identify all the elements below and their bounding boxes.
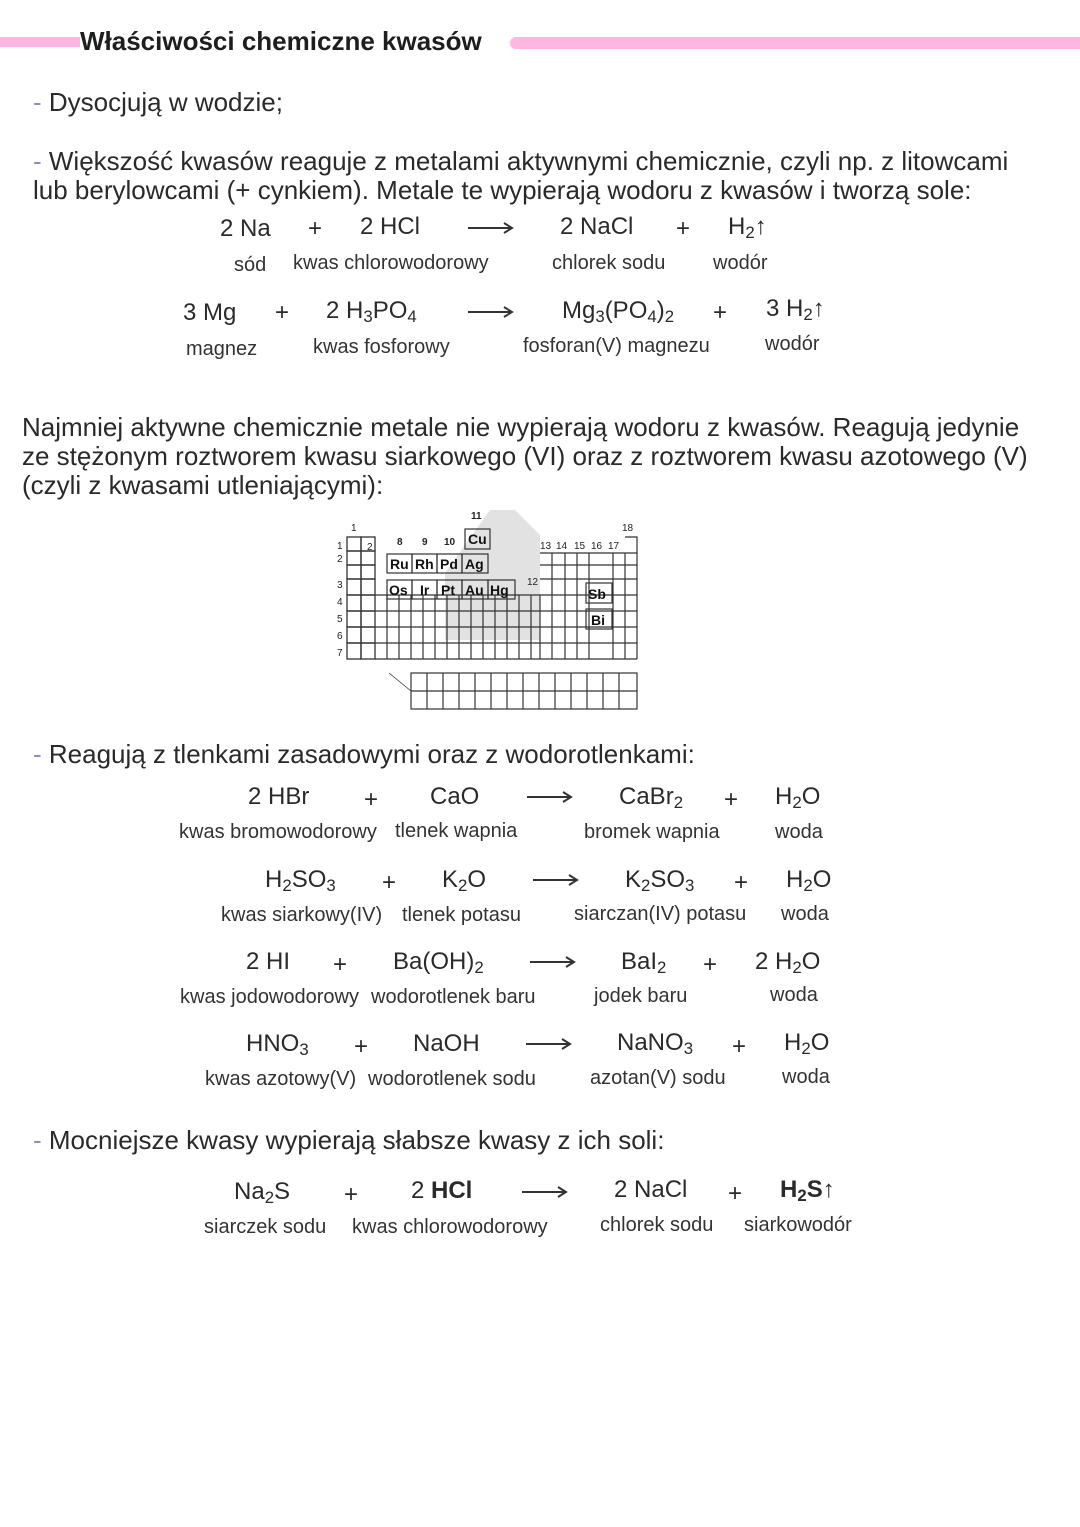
element-ag: Ag — [465, 556, 484, 572]
label-water: woda — [770, 984, 818, 1006]
formula-mg3po4: $Mg_3(PO_4)_2$ — [562, 297, 675, 327]
formula-h2so3: $H_2SO_3$ — [265, 866, 336, 896]
plus-sign: + — [713, 299, 728, 326]
header-accent-left — [0, 37, 80, 47]
label-water: woda — [781, 903, 829, 925]
group-number: 17 — [608, 541, 620, 552]
formula-baoh2: $Ba(OH)_2$ — [393, 948, 484, 978]
label-na2s: siarczek sodu — [204, 1216, 327, 1238]
label-h2: wodór — [765, 333, 820, 355]
label-bai2: jodek baru — [594, 985, 688, 1007]
label-hi: kwas jodowodorowy — [180, 986, 359, 1008]
periodic-table-diagram — [325, 505, 655, 720]
group-number: 12 — [527, 577, 539, 588]
reaction-arrow — [468, 222, 514, 234]
formula-k2so3: $K_2SO_3$ — [625, 866, 695, 896]
formula-h2s-gas: $H_2S↑$ — [780, 1176, 835, 1206]
label-hcl: kwas chlorowodorowy — [352, 1216, 548, 1238]
label-water: woda — [782, 1066, 830, 1088]
header-accent-right — [510, 37, 1080, 49]
element-cu: Cu — [468, 531, 487, 547]
group-number: 15 — [574, 541, 586, 552]
label-h2so3: kwas siarkowy(IV) — [221, 904, 383, 926]
formula-naoh: NaOH — [413, 1030, 480, 1057]
label-mg: magnez — [186, 338, 258, 360]
element-bi: Bi — [591, 612, 605, 628]
group-number: 1 — [351, 523, 357, 534]
label-naoh: wodorotlenek sodu — [368, 1068, 536, 1090]
formula-nacl: 2 NaCl — [614, 1176, 688, 1203]
plus-sign: + — [724, 786, 739, 813]
page-title: Właściwości chemiczne kwasów — [80, 26, 482, 56]
reaction-arrow — [468, 306, 514, 318]
formula-cao: CaO — [430, 783, 480, 810]
bullet-text: Reagują z tlenkami zasadowymi oraz z wodorotlenkami: — [48, 739, 695, 769]
plus-sign: + — [382, 869, 397, 896]
formula-nano3: NaNO$_3$ — [617, 1029, 694, 1059]
formula-h2o: $H_2O$ — [784, 1029, 830, 1059]
group-number: 10 — [444, 537, 456, 548]
plus-sign: + — [308, 215, 323, 242]
period-number: 5 — [337, 614, 343, 625]
bullet-dissociation: - Dysocjują w wodzie; — [33, 87, 283, 117]
group-number: 18 — [622, 523, 634, 534]
formula-hno3: $HNO_3$ — [246, 1030, 309, 1060]
label-h2: wodór — [713, 252, 768, 274]
element-rh: Rh — [415, 556, 434, 572]
element-pd: Pd — [440, 556, 458, 572]
formula-h3po4: 2 $H_3PO_4$ — [326, 297, 417, 327]
group-number: 2 — [367, 542, 373, 553]
label-hbr: kwas bromowodorowy — [179, 821, 377, 843]
plus-sign: + — [703, 951, 718, 978]
formula-cabr2: CaBr$_2$ — [619, 783, 684, 813]
label-hcl: kwas chlorowodorowy — [293, 252, 489, 274]
formula-bai2: BaI$_2$ — [621, 948, 667, 978]
label-baoh2: wodorotlenek baru — [371, 986, 536, 1008]
paragraph-noble-metals: Najmniej aktywne chemicznie metale nie wypierają wodoru z kwasów. Reagują jedynie ze stężonym roztworem kwasu siarkowego (VI) oraz z roztworem kwasu azotowego (V) (czyli z kwasami utleniającymi): — [22, 412, 1028, 500]
plus-sign: + — [333, 951, 348, 978]
formula-3h2-gas: 3 $H_2↑$ — [766, 295, 825, 325]
label-mg3po4: fosforan(V) magnezu — [523, 335, 710, 357]
formula-hcl: 2 HCl — [360, 213, 421, 240]
formula-mg: 3 Mg — [183, 299, 237, 326]
element-ir: Ir — [420, 582, 430, 598]
label-h3po4: kwas fosforowy — [313, 336, 450, 358]
period-number: 1 — [337, 541, 343, 552]
formula-nacl: 2 NaCl — [560, 213, 634, 240]
label-cao: tlenek wapnia — [395, 820, 518, 842]
formula-h2-gas: $H_2↑$ — [728, 213, 767, 243]
group-number: 9 — [422, 537, 428, 548]
bullet-text: Dysocjują w wodzie; — [48, 87, 283, 117]
period-number: 6 — [337, 631, 343, 642]
label-nacl: chlorek sodu — [552, 252, 666, 274]
plus-sign: + — [354, 1033, 369, 1060]
plus-sign: + — [364, 786, 379, 813]
group-number: 16 — [591, 541, 603, 552]
reaction-arrow — [533, 874, 579, 886]
bullet-bases: - Reagują z tlenkami zasadowymi oraz z wodorotlenkami: — [33, 739, 695, 769]
formula-k2o: $K_2O$ — [442, 866, 487, 896]
reaction-arrow — [526, 1038, 572, 1050]
element-au: Au — [465, 582, 484, 598]
element-hg: Hg — [490, 582, 509, 598]
reaction-arrow — [522, 1186, 568, 1198]
reaction-arrow — [527, 791, 573, 803]
formula-na: 2 Na — [220, 215, 271, 242]
reaction-arrow — [530, 956, 576, 968]
bullet-stronger-acids: - Mocniejsze kwasy wypierają słabsze kwasy z ich soli: — [33, 1125, 665, 1155]
element-os: Os — [389, 582, 408, 598]
formula-2hcl: 2 HCl — [411, 1177, 473, 1204]
group-number: 13 — [540, 541, 552, 552]
formula-hbr: 2 HBr — [248, 783, 310, 810]
bullet-text: Mocniejsze kwasy wypierają słabsze kwasy z ich soli: — [48, 1125, 665, 1155]
bullet-metals: - Większość kwasów reaguje z metalami aktywnymi chemicznie, czyli np. z litowcami lub berylowcami (+ cynkiem). Metale te wypierają wodoru z kwasów i tworzą sole: — [33, 146, 1009, 205]
label-na: sód — [234, 254, 267, 276]
formula-hi: 2 HI — [246, 948, 291, 975]
plus-sign: + — [676, 215, 691, 242]
label-k2so3: siarczan(IV) potasu — [574, 903, 747, 925]
period-number: 7 — [337, 648, 343, 659]
period-number: 3 — [337, 580, 343, 591]
formula-h2o: $H_2O$ — [786, 866, 832, 896]
formula-h2o: $H_2O$ — [775, 783, 821, 813]
label-h2s: siarkowodór — [744, 1214, 852, 1236]
formula-na2s: $Na_2S$ — [234, 1178, 291, 1208]
label-water: woda — [775, 821, 823, 843]
formula-2h2o: 2 $H_2O$ — [755, 948, 821, 978]
plus-sign: + — [344, 1181, 359, 1208]
label-k2o: tlenek potasu — [402, 904, 521, 926]
plus-sign: + — [732, 1033, 747, 1060]
bullet-text: Większość kwasów reaguje z metalami aktywnymi chemicznie, czyli np. z litowcami lub berylowcami (+ cynkiem). Metale te wypierają wodoru z kwasów i tworzą sole: — [33, 146, 1009, 205]
element-pt: Pt — [441, 582, 455, 598]
label-cabr2: bromek wapnia — [584, 821, 720, 843]
plus-sign: + — [734, 869, 749, 896]
label-nano3: azotan(V) sodu — [590, 1067, 726, 1089]
period-number: 4 — [337, 597, 343, 608]
label-hno3: kwas azotowy(V) — [205, 1068, 357, 1090]
plus-sign: + — [728, 1180, 743, 1207]
element-ru: Ru — [390, 556, 409, 572]
element-sb: Sb — [588, 586, 606, 602]
group-number: 8 — [397, 537, 403, 548]
group-number: 11 — [471, 511, 482, 522]
label-nacl: chlorek sodu — [600, 1214, 714, 1236]
period-number: 2 — [337, 554, 343, 565]
plus-sign: + — [275, 299, 290, 326]
group-number: 14 — [556, 541, 568, 552]
